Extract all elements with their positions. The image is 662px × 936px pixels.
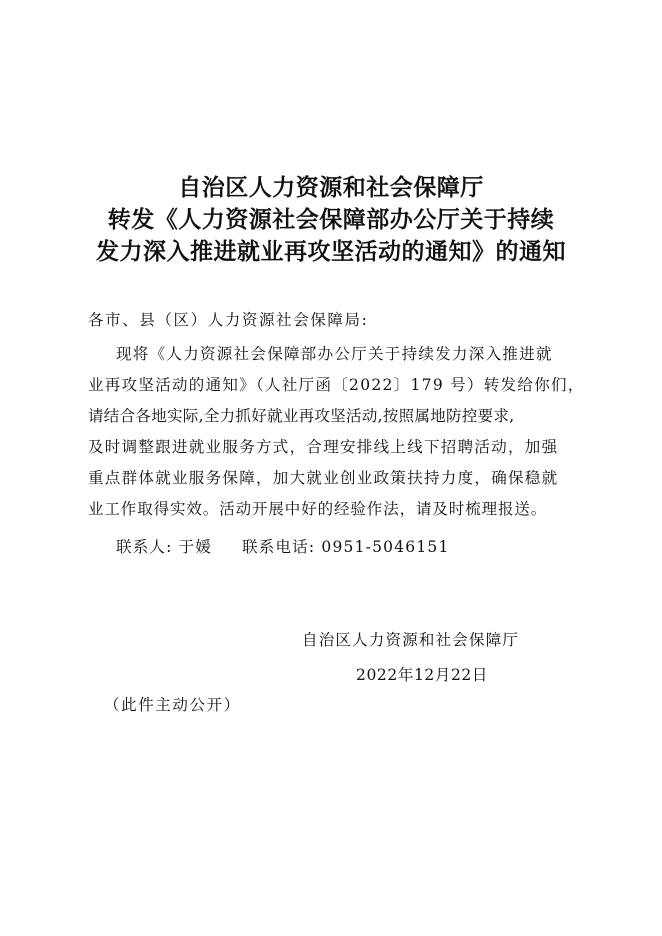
body-line-5: 重点群体就业服务保障，加大就业创业政策扶持力度，确保稳就 bbox=[88, 469, 559, 487]
body-line-4: 及时调整跟进就业服务方式，合理安排线上线下招聘活动，加强 bbox=[88, 438, 559, 456]
body-line-3: 请结合各地实际,全力抓好就业再攻坚活动,按照属地防控要求, bbox=[88, 407, 515, 425]
salutation: 各市、县（区）人力资源社会保障局: bbox=[88, 311, 369, 329]
body-line-6: 业工作取得实效。活动开展中好的经验作法，请及时梳理报送。 bbox=[88, 500, 548, 518]
signature-date: 2022年12月22日 bbox=[356, 666, 488, 684]
document-title-line-1: 自治区人力资源和社会保障厅 bbox=[178, 175, 484, 201]
contact-phone: 联系电话: 0951-5046151 bbox=[242, 538, 450, 556]
document-title-line-2: 转发《人力资源社会保障部办公厅关于持续 bbox=[107, 207, 555, 233]
document-title-line-3: 发力深入推进就业再攻坚活动的通知》的通知 bbox=[96, 239, 566, 265]
public-disclosure-note: （此件主动公开） bbox=[104, 696, 241, 714]
signature-organization: 自治区人力资源和社会保障厅 bbox=[302, 631, 520, 649]
body-line-1: 现将《人力资源社会保障部办公厅关于持续发力深入推进就 bbox=[116, 345, 553, 363]
body-line-2: 业再攻坚活动的通知》（人社厅函〔2022〕179 号）转发给你们， bbox=[88, 376, 585, 394]
contact-info bbox=[116, 532, 450, 562]
contact-person: 联系人: 于媛 bbox=[116, 538, 213, 556]
